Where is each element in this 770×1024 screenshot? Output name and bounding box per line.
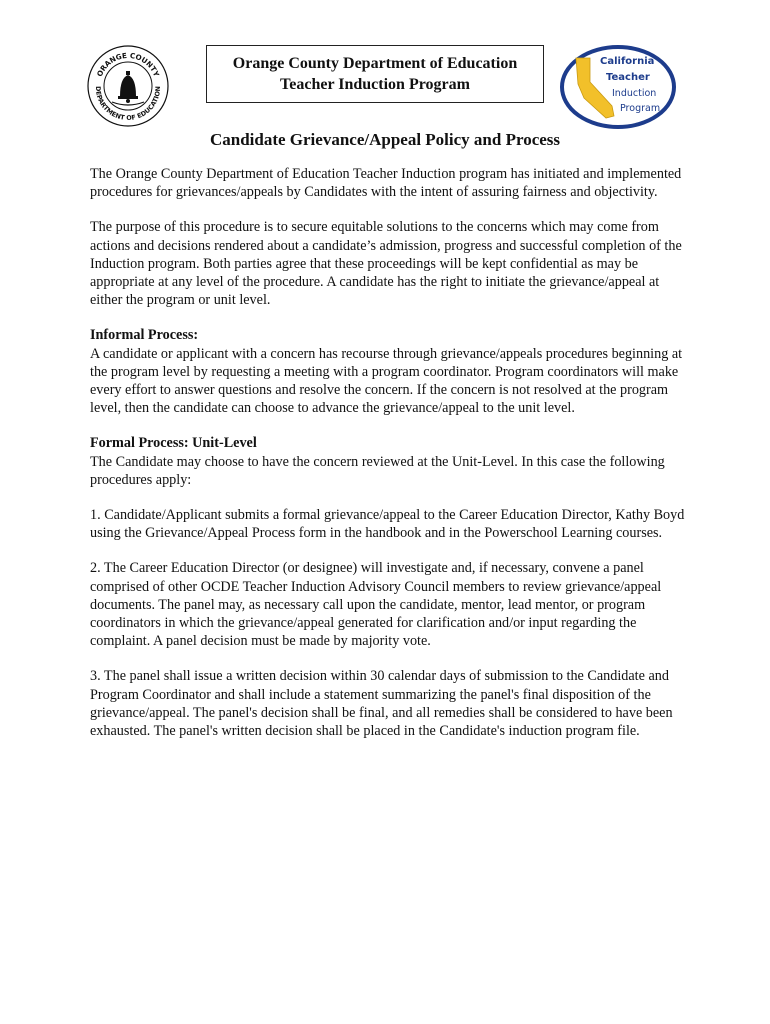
document-title: Candidate Grievance/Appeal Policy and Process xyxy=(209,130,561,149)
document-body xyxy=(90,165,690,757)
header-title-box xyxy=(206,45,544,103)
step-3-paragraph: 3. The panel shall issue a written decision within 30 calendar days of submission to the Candidate and Program Coordinator and shall include a statement summarizing the panel's final disposition of the grievance/appeal. The panel's decision shall be final, and all remedies shall be considered to have been exhausted. The panel's written decision shall be placed in the Candidate's induction program file. xyxy=(90,668,673,740)
informal-text: A candidate or applicant with a concern has recourse through grievance/appeals procedures beginning at the program level by requesting a meeting with a program coordinator. Program coordinators will make every effort to answer questions and resolve the concern. If the concern is not resolved at the program level, then the candidate can choose to advance the grievance/appeal to the unit level. xyxy=(90,345,683,417)
header-title-line1: Orange County Department of Education xyxy=(232,55,518,72)
informal-section xyxy=(90,326,690,417)
cti-program-logo xyxy=(556,44,676,130)
ocde-seal-logo xyxy=(86,44,170,128)
formal-text: The Candidate may choose to have the concern reviewed at the Unit-Level. In this case the following procedures apply: xyxy=(90,453,665,488)
purpose-paragraph: The purpose of this procedure is to secure equitable solutions to the concerns which may come from actions and decisions rendered about a candidate’s admission, progress and successful completion of the Induction program. Both parties agree that these proceedings will be kept confidential as may be appropriate at any level of the procedure. A candidate has the right to initiate the grievance/appeal at either the program or unit level. xyxy=(90,219,682,309)
intro-paragraph: The Orange County Department of Education Teacher Induction program has initiated and implemented procedures for grievances/appeals by Candidates with the intent of assuring fairness and objectivity. xyxy=(90,166,682,201)
step-2-paragraph: 2. The Career Education Director (or designee) will investigate and, if necessary, convene a panel comprised of other OCDE Teacher Induction Advisory Council members to review grievance/appeal documents. The panel may, as necessary call upon the candidate, mentor, lead mentor, or program coordinators in which the grievance/appeal generated for clarification and/or input regarding the complaint. A panel decision must be made by majority vote. xyxy=(90,560,662,650)
cti-logo-line1: California xyxy=(600,56,655,67)
cti-logo-line4: Program xyxy=(620,103,661,114)
cti-logo-line3: Induction xyxy=(612,88,657,99)
informal-heading: Informal Process: xyxy=(90,327,199,344)
formal-section xyxy=(90,434,690,489)
step-1-paragraph: 1. Candidate/Applicant submits a formal grievance/appeal to the Career Education Director, Kathy Boyd using the Grievance/Appeal Process form in the handbook and in the Powerschool Learning courses. xyxy=(90,507,685,542)
formal-heading: Formal Process: Unit-Level xyxy=(90,435,257,452)
seal-text-top: ORANGE COUNTY xyxy=(94,50,162,79)
cti-logo-line2: Teacher xyxy=(606,72,650,83)
seal-text-bottom: DEPARTMENT OF EDUCATION xyxy=(93,85,163,123)
header-title-line2: Teacher Induction Program xyxy=(280,76,470,93)
